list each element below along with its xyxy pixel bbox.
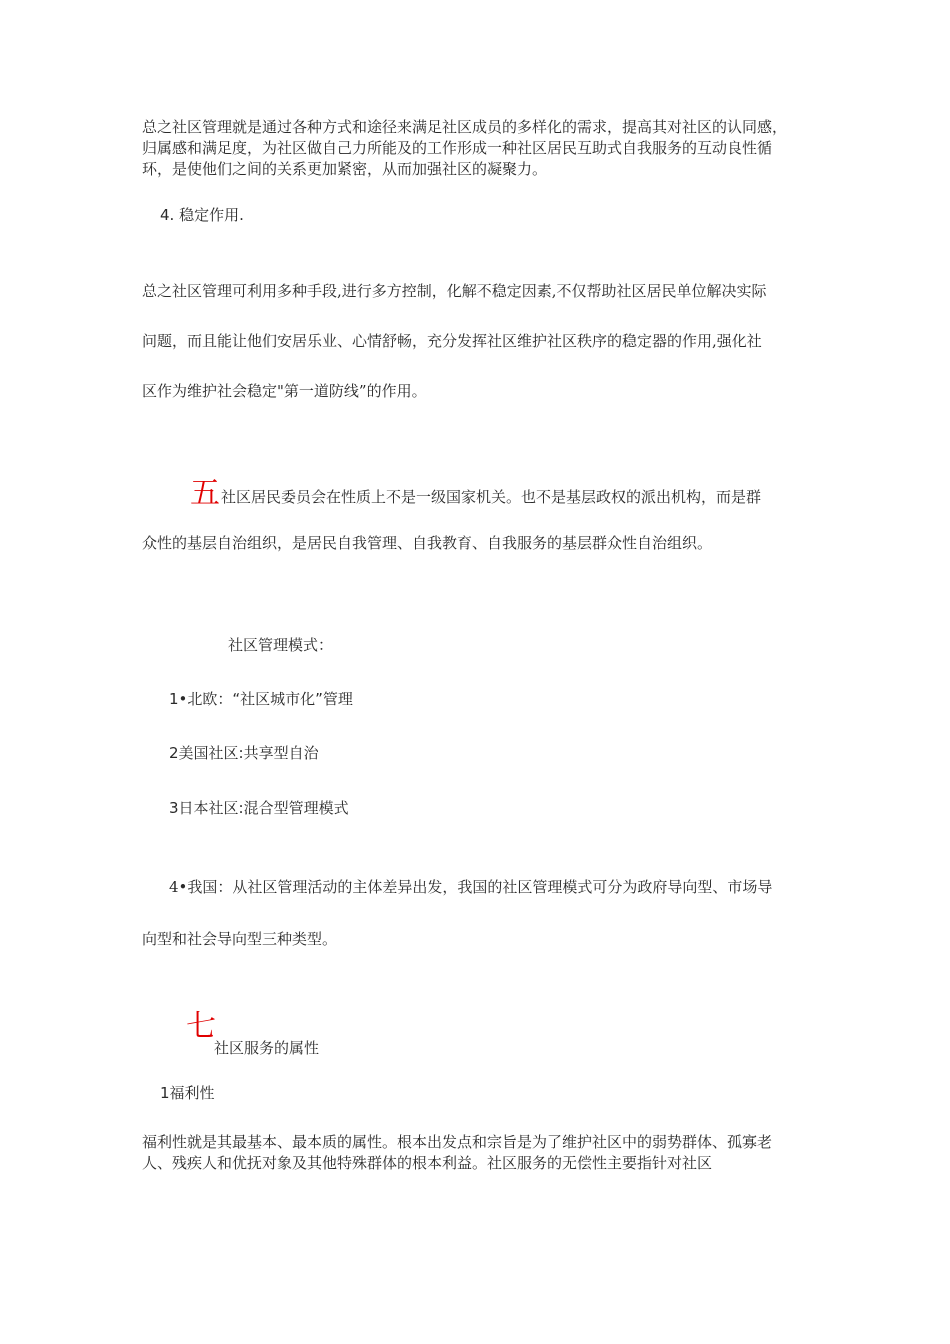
section-text: 社区居民委员会在性质上不是一级国家机关。也不是基层政权的派出机构，而是群 [221,488,762,506]
list-item: 向型和社会导向型三种类型。 [142,930,338,948]
models-title: 社区管理模式： [228,636,334,654]
section-text: 众性的基层自治组织，是居民自我管理、自我教育、自我服务的基层群众性自治组织。 [142,534,713,552]
list-item: 4•我国：从社区管理活动的主体差异出发，我国的社区管理模式可分为政府导向型、市场导 [169,878,773,896]
list-item: 2美国社区:共享型自治 [169,744,319,762]
section-marker: 五 [190,476,220,511]
paragraph-line: 总之社区管理可利用多种手段,进行多方控制，化解不稳定因素,不仅帮助社区居民单位解决实际 [142,282,767,300]
paragraph-line: 人、残疾人和优抚对象及其他特殊群体的根本利益。社区服务的无偿性主要指针对社区 [142,1154,713,1172]
section-title: 社区服务的属性 [214,1039,320,1057]
list-item: 1•北欧：“社区城市化”管理 [169,690,353,708]
section-marker: 七 [186,1009,216,1044]
paragraph-line: 问题，而且能让他们安居乐业、心情舒畅，充分发挥社区维护社区秩序的稳定器的作用,强化社 [142,332,762,350]
paragraph-line: 归属感和满足度，为社区做自己力所能及的工作形成一种社区居民互助式自我服务的互动良性循 [142,139,773,157]
subheading: 1福利性 [160,1084,215,1102]
paragraph-line: 环，是使他们之间的关系更加紧密，从而加强社区的凝聚力。 [142,160,548,178]
item-heading: 4. 稳定作用. [160,206,244,224]
paragraph-line: 区作为维护社会稳定"第一道防线”的作用。 [142,382,427,400]
paragraph-line: 福利性就是其最基本、最本质的属性。根本出发点和宗旨是为了维护社区中的弱势群体、孤寡老 [142,1133,773,1151]
list-item: 3日本社区:混合型管理模式 [169,799,349,817]
paragraph-line: 总之社区管理就是通过各种方式和途径来满足社区成员的多样化的需求，提高其对社区的认同感， [142,118,788,136]
